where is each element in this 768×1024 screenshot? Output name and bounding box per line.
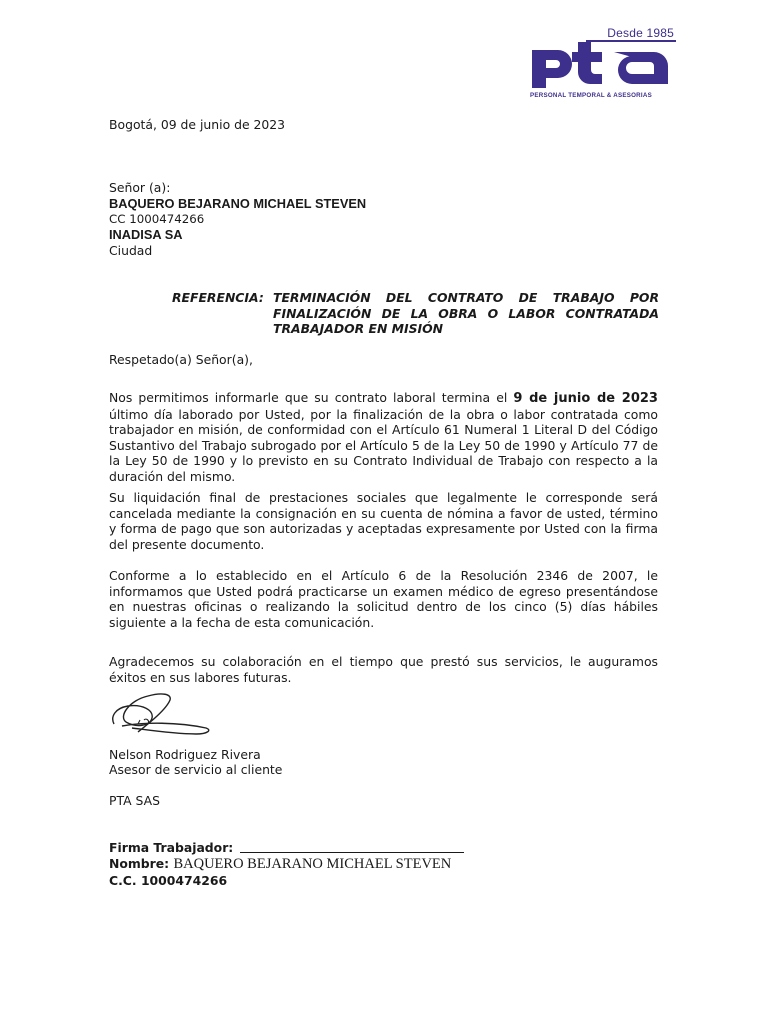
recipient-name: BAQUERO BEJARANO MICHAEL STEVEN — [109, 196, 367, 211]
reference-line: FINALIZACIÓN DE LA OBRA O LABOR CONTRATADA — [273, 305, 659, 321]
reference-text — [273, 290, 659, 337]
paragraph-thanks: Agradecemos su colaboración en el tiempo que prestó sus servicios, le auguramos éxitos en sus labores futuras. — [109, 654, 658, 685]
recipient-id: CC 1000474266 — [109, 212, 205, 226]
worker-signature-line — [240, 852, 464, 853]
handwritten-signature — [108, 686, 218, 748]
worker-name-value: BAQUERO BEJARANO MICHAEL STEVEN — [173, 856, 452, 872]
worker-signature-label: Firma Trabajador: — [109, 840, 234, 855]
logo-tagline: PERSONAL TEMPORAL & ASESORIAS — [530, 92, 652, 99]
reference-label: REFERENCIA: — [172, 290, 264, 305]
signer-company: PTA SAS — [109, 793, 160, 808]
signer-title: Asesor de servicio al cliente — [109, 762, 283, 777]
worker-name-row — [109, 856, 451, 873]
termination-date: 9 de junio de 2023 — [513, 391, 658, 406]
letter-date: Bogotá, 09 de junio de 2023 — [109, 117, 286, 132]
reference-line: TERMINACIÓN DEL CONTRATO DE TRABAJO POR — [273, 290, 659, 305]
pta-logo-mark — [528, 38, 676, 90]
recipient-city: Ciudad — [109, 243, 153, 258]
recipient-salutation: Señor (a): — [109, 180, 171, 195]
recipient-company: INADISA SA — [109, 227, 183, 242]
logo-since-text: Desde 1985 — [607, 26, 674, 40]
signer-name: Nelson Rodriguez Rivera — [109, 747, 261, 762]
paragraph-text: Nos permitimos informarle que su contrato laboral termina el — [109, 390, 514, 405]
worker-id-label: C.C. — [109, 873, 137, 888]
pta-logo — [526, 26, 678, 102]
paragraph-text: último día laborado por Usted, por la finalización de la obra o labor contratada como trabajador en misión, de conformidad con el Artículo 61 Numeral 1 Literal D del Código Sustantivo del Trabajo subrogado por el Artículo 5 de la Ley 50 de 1990 y Artículo 77 de la Ley 50 de 1990 y lo previsto en su Contrato Individual de Trabajo con respecto a la duración del mismo. — [109, 406, 658, 484]
worker-id-value: 1000474266 — [140, 873, 228, 888]
greeting: Respetado(a) Señor(a), — [109, 352, 253, 367]
worker-name-label: Nombre: — [109, 856, 170, 871]
paragraph-medical-exam: Conforme a lo establecido en el Artículo 6 de la Resolución 2346 de 2007, le informamos que Usted podrá practicarse un examen médico de egreso presentándose en nuestras oficinas o realizando la solicitud dentro de los cinco (5) días hábiles siguiente a la fecha de esta comunicación. — [109, 568, 658, 630]
paragraph-liquidation: Su liquidación final de prestaciones sociales que legalmente le corresponde será cancelada mediante la consignación en su cuenta de nómina a favor de usted, término y forma de pago que son autorizadas y aceptadas expresamente por Usted con la firma del presente documento. — [109, 490, 658, 552]
paragraph-termination — [109, 390, 658, 485]
reference-line: TRABAJADOR EN MISIÓN — [273, 321, 444, 337]
worker-id-row — [109, 873, 227, 889]
